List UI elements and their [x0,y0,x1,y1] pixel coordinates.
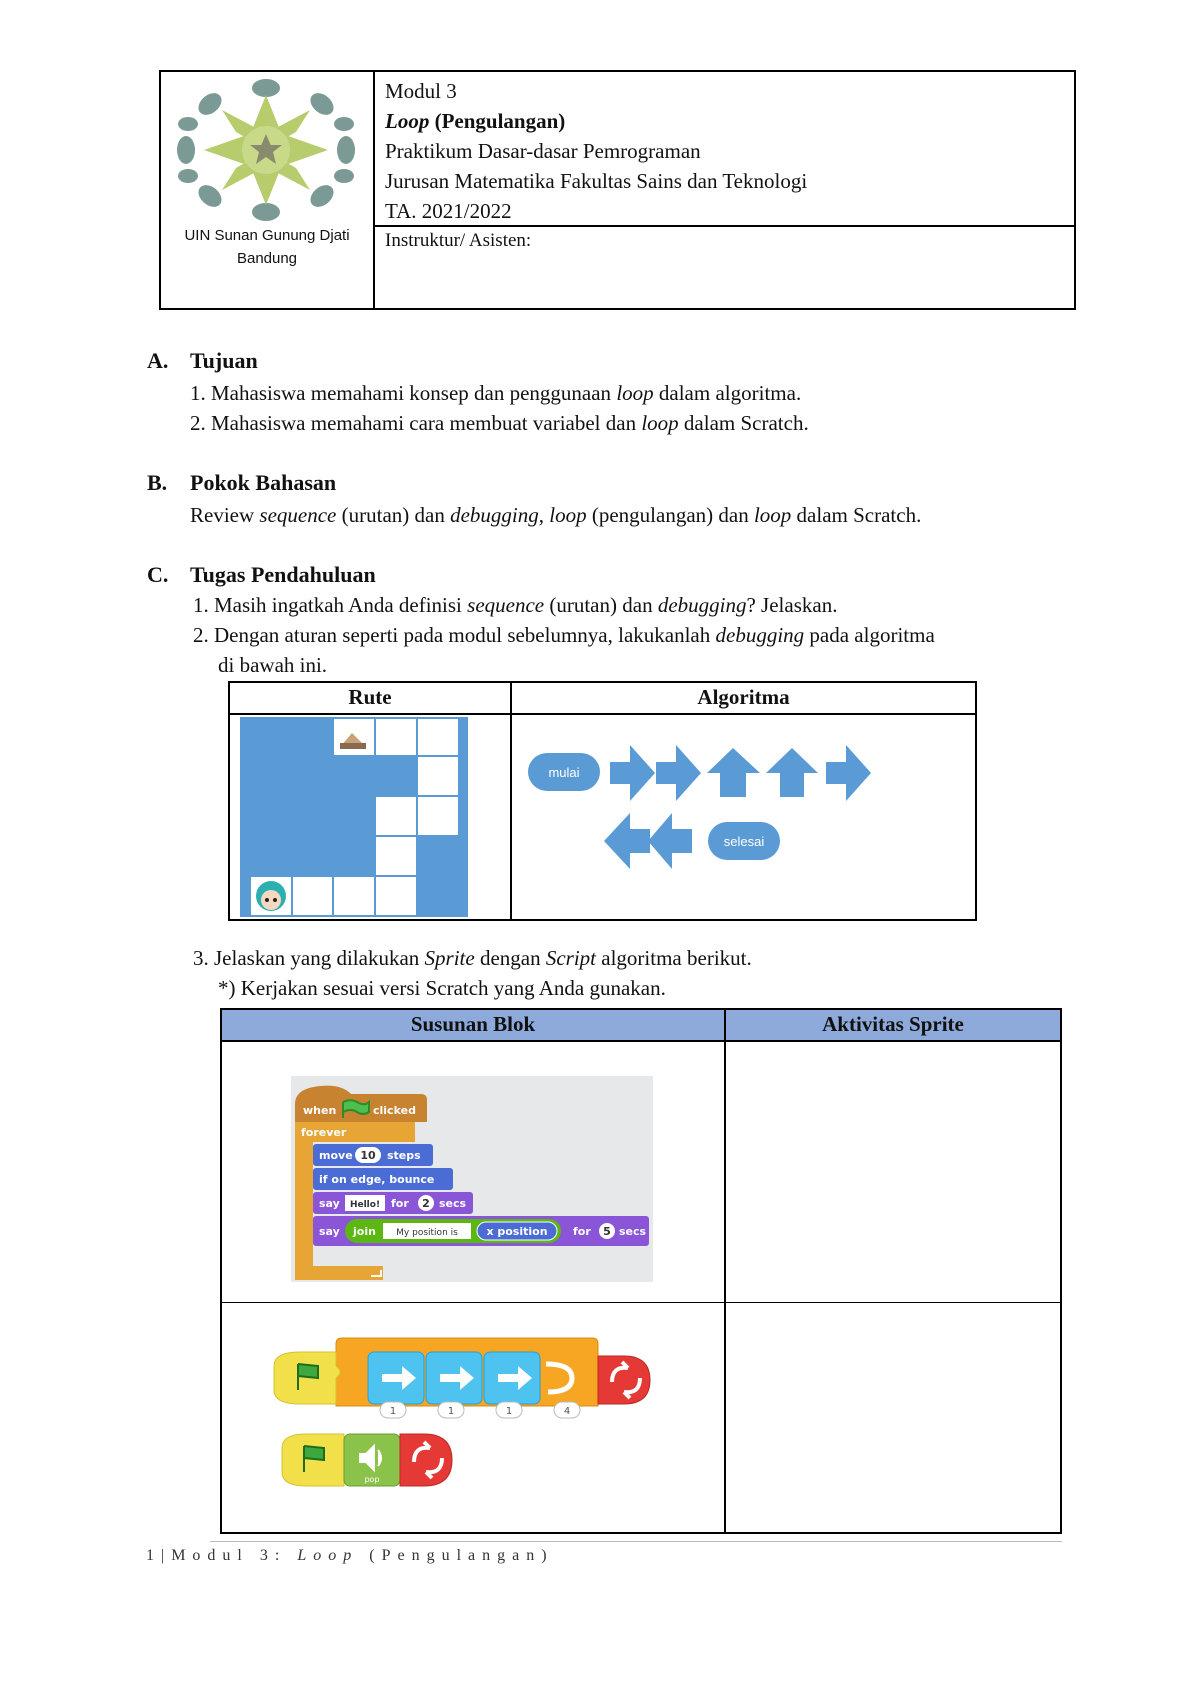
repeat-count: 1 [505,1406,513,1417]
section-b-letter: B. [147,470,168,495]
block-text: join [353,1225,376,1238]
footer-text: Modul 3: [171,1547,298,1564]
block-value: 2 [422,1197,430,1210]
arrow-up-icon [766,748,818,797]
sprite-activity-header: Aktivitas Sprite [822,1012,964,1036]
block-text: x position [486,1225,548,1238]
module-title-rest: (Pengulangan) [429,109,566,133]
question-text: Masih ingatkah Anda definisi [214,593,468,617]
course-name: Praktikum Dasar-dasar Pemrograman [385,139,701,163]
block-text: when [303,1104,337,1117]
body-text: (pengulangan) dan [586,503,754,527]
section-c-title: Tugas Pendahuluan [190,562,376,587]
item-number: 2. [190,411,206,435]
item-emphasis: loop [641,411,679,435]
algorithm-header: Algoritma [697,685,790,709]
start-label: mulai [548,765,580,780]
question-text: (urutan) dan [544,593,658,617]
section-a-title: Tujuan [190,348,258,373]
scratchjr-script [272,1336,672,1506]
arrow-left-icon [604,813,650,869]
module-title [385,106,807,136]
body-text: Review [190,503,260,527]
question-emphasis: debugging [657,593,747,617]
list-item [190,378,801,408]
question-text: dengan [474,946,546,970]
table-divider [222,1302,1060,1303]
block-text: if on edge, bounce [319,1173,435,1186]
block-arrangement-header: Susunan Blok [410,1012,536,1036]
algorithm-diagram [520,717,960,919]
block-value: 5 [603,1225,611,1238]
body-emphasis: sequence [259,503,337,527]
body-text: dalam Scratch. [791,503,922,527]
block-text: say [319,1225,340,1238]
question-1 [193,590,837,620]
block-text: move [319,1149,353,1162]
question-3 [193,943,752,973]
header-info [385,76,807,226]
question-number: 3. [193,946,209,970]
arrow-left-icon [648,813,692,869]
section-b-body [190,500,921,530]
route-grid [240,717,470,919]
department-name: Jurusan Matematika Fakultas Sains dan Teknologi [385,169,808,193]
item-text: dalam Scratch. [678,411,809,435]
block-text: forever [301,1126,347,1139]
block-value: 10 [360,1149,376,1162]
footer-emphasis: Loop [297,1547,359,1564]
question-emphasis: Script [545,946,597,970]
table-divider [510,683,512,919]
question-text: ? Jelaskan. [746,593,838,617]
section-a-letter: A. [147,348,169,373]
block-text: for [573,1225,591,1238]
academic-year: TA. 2021/2022 [385,199,512,223]
table-divider [222,1040,1060,1042]
arrow-right-icon [826,745,871,801]
table-divider [724,1010,726,1532]
item-text: Mahasiswa memahami cara membuat variabel dan [211,411,642,435]
body-emphasis: loop [549,503,587,527]
section-c-letter: C. [147,562,169,587]
university-logo [171,74,361,226]
block-text: say [319,1197,340,1210]
question-3-note: *) Kerjakan sesuai versi Scratch yang Anda gunakan. [218,976,666,1000]
repeat-count: 4 [563,1406,571,1417]
end-label: selesai [723,834,765,849]
footer [146,1547,554,1565]
question-number: 1. [193,593,209,617]
question-2 [193,620,935,650]
instructor-label: Instruktur/ Asisten: [385,230,532,251]
question-emphasis: sequence [467,593,545,617]
question-text: algoritma berikut. [596,946,752,970]
question-text: Jelaskan yang dilakukan [214,946,425,970]
footer-text: (Pengulangan) [358,1547,554,1564]
question-number: 2. [193,623,209,647]
route-table [228,681,977,921]
block-value: My position is [396,1228,458,1238]
block-text: clicked [373,1104,416,1117]
module-number: Modul 3 [385,79,457,103]
question-2-line2: di bawah ini. [218,653,328,677]
arrow-up-icon [707,748,760,797]
header-divider [373,72,375,308]
list-item [190,408,809,438]
table-divider [230,713,975,715]
institution-line: Bandung [236,250,298,267]
arrow-right-icon [656,745,701,801]
page-number: 1 [146,1547,161,1564]
question-emphasis: debugging [715,623,805,647]
route-header: Rute [348,685,392,709]
block-value: Hello! [349,1200,381,1210]
question-text: Dengan aturan seperti pada modul sebelumnya, lakukanlah [214,623,716,647]
block-table [220,1008,1062,1534]
block-text: for [391,1197,409,1210]
sound-label: pop [364,1475,380,1484]
footer-separator: | [161,1547,172,1564]
repeat-count: 1 [447,1406,455,1417]
body-emphasis: debugging [450,503,539,527]
body-text: , [538,503,550,527]
block-text: steps [387,1149,421,1162]
header-table [159,70,1076,310]
block-text: secs [619,1225,647,1238]
scratch-script-1 [291,1076,653,1282]
question-emphasis: Sprite [424,946,475,970]
institution-name [161,224,373,270]
question-text: pada algoritma [804,623,935,647]
item-emphasis: loop [616,381,654,405]
footer-rule [210,1541,1062,1542]
repeat-count: 1 [389,1406,397,1417]
section-b-title: Pokok Bahasan [190,470,337,495]
item-number: 1. [190,381,206,405]
body-emphasis: loop [753,503,792,527]
item-text: dalam algoritma. [653,381,802,405]
module-title-italic: Loop [385,109,430,133]
body-text: (urutan) dan [336,503,451,527]
institution-line: UIN Sunan Gunung Djati [184,227,350,244]
block-text: secs [439,1197,467,1210]
item-text: Mahasiswa memahami konsep dan penggunaan [211,381,617,405]
girl-avatar-icon [256,881,286,911]
arrow-right-icon [610,745,655,801]
